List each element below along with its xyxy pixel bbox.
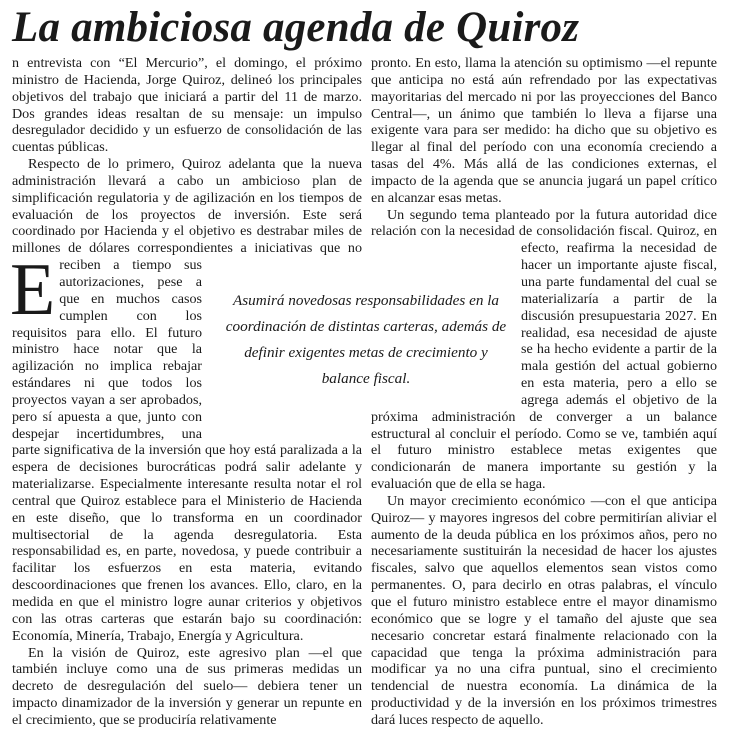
body-paragraph: pronto. En esto, llama la atención su optimismo —el repunte que anticipa no está aún refrendado por las expectativas mayoritarias del mercado ni por las proyecciones del Banco Central—, un ánimo que también lo lleva a fijarse una exigente vara para ser medido: ha dicho que su objetivo es llegar al final del período con una economía creciendo a tasas del 4%. Más allá de las condiciones externas, el impacto de la agenda que se anuncia jugará un papel crítico en alcanzar esas metas.: [371, 55, 717, 206]
body-paragraph: Respecto de lo primero, Quiroz adelanta que la nueva administración llevará a cabo un ambicioso plan de simplificación regulatoria y de agilización en los tiempos de evaluación de los proyectos de inversión. Este será coordinado por Hacienda y el objetivo es destrabar miles de millones de dólares correspondientes a iniciativas que no reciben a tiempo sus autorizaciones, pese a que en muchos casos cumplen con los requisitos para ello. El futuro ministro hace notar que la agilización no implica rebajar estándares ni que todos los proyectos vayan a ser aprobados, pero sí apuesta a que, junto con despejar incertidumbres, una parte significativa de la inversión que hoy está paralizada a la espera de decisiones burocráticas podrá salir adelante y materializarse. Especialmente interesante resulta notar el rol central que Quiroz establece para el Ministerio de Hacienda en este diseño, que lo transforma en un coordinador multisectorial de la agenda desregulatoria. Esta responsabilidad es, en parte, novedosa, y puede contribuir a facilitar los esfuerzos en esta materia, evitando descoordinaciones que frenen los avances. Ello, claro, en la medida en que el ministro logre aunar criterios y objetivos con las otras carteras que estarán bajo su coordinación: Economía, Minería, Trabajo, Energía y Agricultura.: [12, 156, 362, 644]
body-paragraph: Un mayor crecimiento económico —con el que anticipa Quiroz— y mayores ingresos del cobre permitirían aliviar el aumento de la deuda pública en los próximos años, pero no necesariamente sustituirán la necesidad de hacer los ajustes fiscales, salvo que aquellos elementos sean vistos como permanentes. O, para decirlo en otras palabras, el vínculo que el futuro ministro establece entre el mayor dinamismo económico que se logre y el tamaño del ajuste que sea necesario concretar estará finalmente relacionado con la capacidad que tenga la próxima administración para modificar ya no una cifra puntual, sino el crecimiento tendencial de nuestra economía. La dinámica de la productividad y de la inversión en los próximos trimestres dará luces respecto de aquello.: [371, 492, 717, 728]
pull-quote: Asumirá novedosas responsabilidades en la coordinación de distintas carteras, además de definir exigentes metas de crecimiento y balance fiscal.: [220, 288, 512, 392]
drop-cap: E: [10, 249, 56, 331]
intro-paragraph: [10, 55, 362, 331]
body-paragraph: En la visión de Quiroz, este agresivo plan —el que también incluye como una de sus primeras medidas un decreto de desregulación del suelo— debiera tener un impacto dinamizador de la inversión y generar un repunte en el crecimiento, que se produciría relativamente: [12, 644, 362, 728]
body-paragraph: Un segundo tema planteado por la futura autoridad dice relación con la necesidad de consolidación fiscal. Quiroz, en efecto, reafirma la necesidad de hacer un importante ajuste fiscal, una parte fundamental del cual se materializaría a partir de la discusión presupuestaria 2027. En realidad, esa necesidad de ajuste se ha hecho evidente a partir de la mala gestión del actual gobierno en esta materia, pero a ello se agrega además el objetivo de la próxima administración de converger a un balance estructural al concluir el período. Como se ve, también aquí el futuro ministro establece metas exigentes que condicionarán de manera importante su gestión y la evaluación que de ella se haga.: [371, 206, 717, 493]
headline: La ambiciosa agenda de Quiroz: [12, 4, 580, 51]
intro-text: n entrevista con “El Mercurio”, el domingo, el próximo ministro de Hacienda, Jorge Quiroz, delineó los principales objetivos del trabajo que iniciará a partir del 11 de marzo. Dos grandes ideas resaltan de su mensaje: un impulso desregulador decidido y un esfuerzo de consolidación de las cuentas públicas.: [12, 55, 362, 156]
